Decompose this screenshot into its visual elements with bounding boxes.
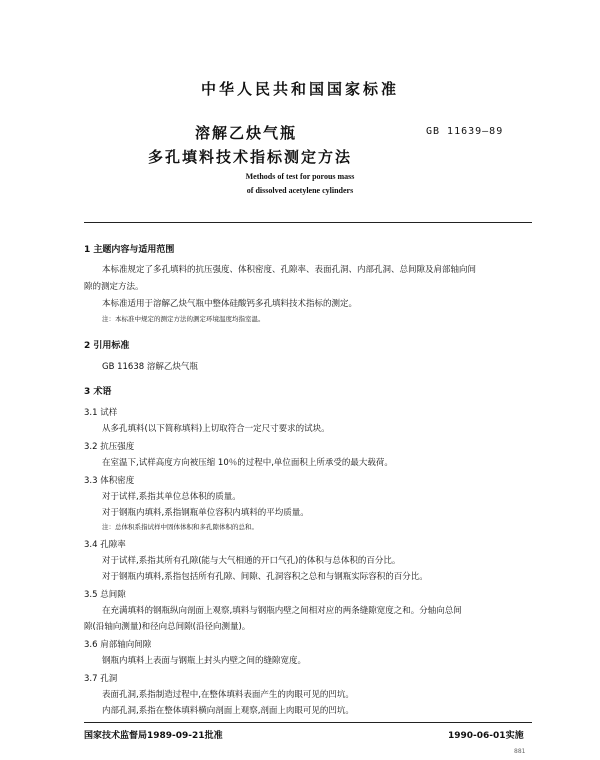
- title-line-2: 多孔填料技术指标测定方法: [148, 148, 353, 166]
- section-1-heading: 1 主题内容与适用范围: [84, 245, 175, 255]
- term-3-5-text-2: 隙(沿轴向测量)和径向总间隙(沿径向测量)。: [84, 622, 251, 632]
- section-1-paragraph-2: 本标准适用于溶解乙炔气瓶中整体硅酸钙多孔填料技术指标的测定。: [102, 299, 358, 309]
- term-3-6-heading: 3.6 肩部轴向间隙: [84, 640, 152, 650]
- term-3-2-text: 在室温下,试样高度方向被压缩 10％的过程中,单位面积上所承受的最大载荷。: [102, 458, 393, 468]
- header-divider: [84, 222, 532, 223]
- section-1-paragraph-1-line-2: 隙的测定方法。: [84, 282, 144, 292]
- section-1-note: 注：本标准中规定的测定方法的测定环境温度均指室温。: [102, 315, 265, 323]
- section-2-reference: GB 11638 溶解乙炔气瓶: [102, 362, 198, 372]
- section-2-heading: 2 引用标准: [84, 341, 130, 351]
- term-3-2-heading: 3.2 抗压强度: [84, 442, 135, 452]
- term-3-4-heading: 3.4 孔隙率: [84, 540, 126, 550]
- term-3-3-text-1: 对于试样,系指其单位总体积的质量。: [102, 492, 241, 502]
- term-3-1-text: 从多孔填料(以下简称填料)上切取符合一定尺寸要求的试块。: [102, 424, 330, 434]
- term-3-1-heading: 3.1 试样: [84, 408, 118, 418]
- implementation-date: 1990-06-01实施: [448, 731, 524, 741]
- term-3-6-text: 钢瓶内填料上表面与钢瓶上封头内壁之间的缝隙宽度。: [102, 656, 307, 666]
- term-3-3-note: 注：总体积系指试样中固体体积和多孔隙体积的总和。: [102, 523, 258, 531]
- term-3-7-text-2: 内部孔洞,系指在整体填料横向剖面上观察,剖面上肉眼可见的凹坑。: [102, 706, 354, 716]
- title-line-1: 溶解乙炔气瓶: [195, 124, 298, 142]
- term-3-4-text-2: 对于钢瓶内填料,系指包括所有孔隙、间隙、孔洞容积之总和与钢瓶实际容积的百分比。: [102, 572, 428, 582]
- section-3-heading: 3 术语: [84, 387, 112, 397]
- term-3-3-heading: 3.3 体积密度: [84, 476, 135, 486]
- term-3-5-text-1: 在充满填料的钢瓶纵向剖面上观察,填料与钢瓶内壁之间相对应的两条缝隙宽度之和。分轴向总间: [102, 606, 462, 616]
- page-number: 881: [514, 748, 526, 755]
- footer-divider: [84, 722, 532, 723]
- standard-number: GB 11639—89: [426, 126, 504, 137]
- term-3-7-text-1: 表面孔洞,系指制造过程中,在整体填料表面产生的肉眼可见的凹坑。: [102, 690, 354, 700]
- section-1-paragraph-1-line-1: 本标准规定了多孔填料的抗压强度、体积密度、孔隙率、表面孔洞、内部孔洞、总间隙及肩部轴向间: [102, 265, 477, 275]
- term-3-3-text-2: 对于钢瓶内填料,系指钢瓶单位容积内填料的平均质量。: [102, 508, 309, 518]
- approval-date: 国家技术监督局1989-09-21批准: [84, 731, 223, 741]
- issuing-authority: 中华人民共和国国家标准: [200, 80, 399, 98]
- english-title-line-1: Methods of test for porous mass: [245, 172, 355, 181]
- english-title-line-2: of dissolved acetylene cylinders: [246, 186, 354, 195]
- term-3-4-text-1: 对于试样,系指其所有孔隙(能与大气相通的开口气孔)的体积与总体积的百分比。: [102, 556, 401, 566]
- term-3-7-heading: 3.7 孔洞: [84, 674, 118, 684]
- term-3-5-heading: 3.5 总间隙: [84, 590, 126, 600]
